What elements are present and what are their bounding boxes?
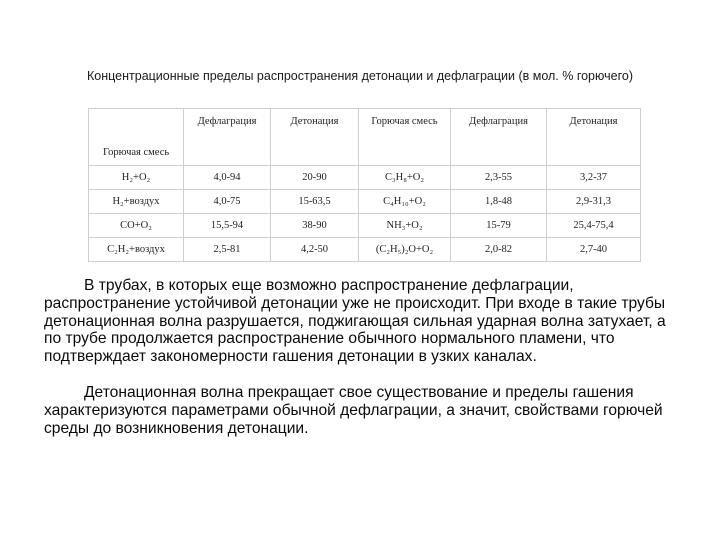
cell-deflagration-left: 2,5-81 (184, 238, 271, 262)
cell-detonation-right: 2,7-40 (547, 238, 641, 262)
cell-deflagration-right: 2,3-55 (451, 166, 547, 190)
header-deflagration-left: Дефлаграция (184, 109, 271, 166)
cell-fuel-right: (C₂H₅)₂O+O₂ (359, 238, 451, 262)
cell-detonation-left: 20-90 (271, 166, 359, 190)
header-deflagration-right: Дефлаграция (451, 109, 547, 166)
table-row (89, 214, 641, 238)
cell-detonation-right: 3,2-37 (547, 166, 641, 190)
table-row (89, 238, 641, 262)
body-paragraph-1 (44, 277, 674, 366)
cell-fuel-left: CO+O₂ (89, 214, 184, 238)
cell-detonation-left: 4,2-50 (271, 238, 359, 262)
cell-deflagration-right: 2,0-82 (451, 238, 547, 262)
cell-detonation-right: 25,4-75,4 (547, 214, 641, 238)
cell-deflagration-left: 15,5-94 (184, 214, 271, 238)
header-fuel-right: Горючая смесь (359, 109, 451, 166)
cell-fuel-right: NH₃+O₂ (359, 214, 451, 238)
cell-fuel-left: H₂+O₂ (89, 166, 184, 190)
header-fuel-left: Горючая смесь (89, 109, 184, 166)
table-row (89, 166, 641, 190)
header-detonation-right: Детонация (547, 109, 641, 166)
cell-fuel-right: C₃H₈+O₂ (359, 166, 451, 190)
table-title: Концентрационные пределы распространения детонации и дефлаграции (в мол. % горючего) (87, 69, 633, 83)
cell-deflagration-left: 4,0-94 (184, 166, 271, 190)
paragraph-text: В трубах, в которых еще возможно распространение дефлаграции, распространение устойчивой детонации уже не происходит. При входе в такие трубы детонационная волна разрушается, поджигающая сильная ударная волна затухает, а по трубе продолжается распространение обычного нормального пламени, что подтверждает закономерности гашения детонации в узких каналах. (44, 277, 666, 366)
cell-detonation-left: 38-90 (271, 214, 359, 238)
paragraph-text: Детонационная волна прекращает свое существование и пределы гашения характеризуются параметрами обычной дефлаграции, а значит, свойствами горючей среды до возникновения детонации. (44, 384, 663, 437)
cell-deflagration-right: 15-79 (451, 214, 547, 238)
cell-deflagration-right: 1,8-48 (451, 190, 547, 214)
cell-fuel-right: C₄H₁₀+O₂ (359, 190, 451, 214)
cell-fuel-left: C₂H₂+воздух (89, 238, 184, 262)
concentration-limits-table (88, 108, 641, 262)
cell-detonation-left: 15-63,5 (271, 190, 359, 214)
header-detonation-left: Детонация (271, 109, 359, 166)
table-header-row (89, 109, 641, 166)
cell-fuel-left: H₂+воздух (89, 190, 184, 214)
table-row (89, 190, 641, 214)
body-paragraph-2 (44, 384, 674, 437)
cell-detonation-right: 2,9-31,3 (547, 190, 641, 214)
cell-deflagration-left: 4,0-75 (184, 190, 271, 214)
